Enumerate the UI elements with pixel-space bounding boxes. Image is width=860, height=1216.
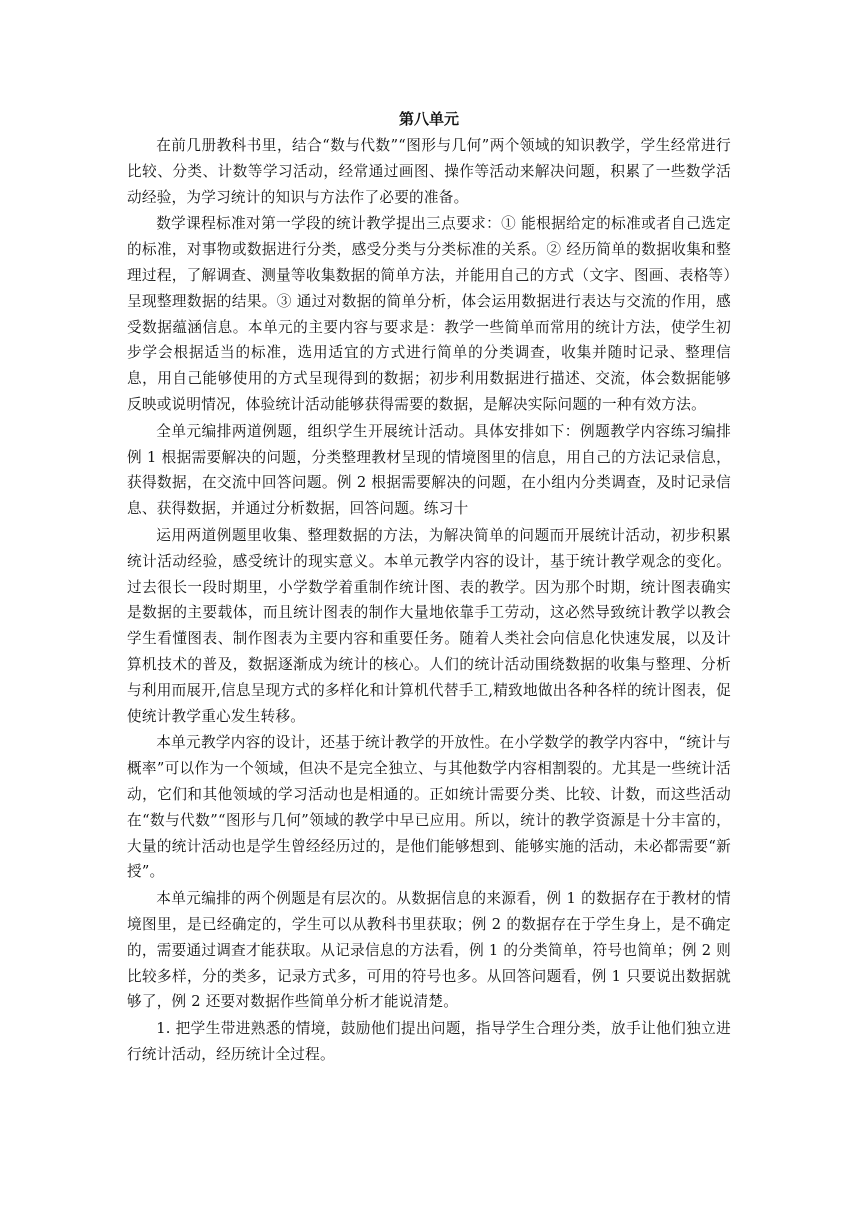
paragraph-5: 本单元教学内容的设计，还基于统计教学的开放性。在小学数学的教学内容中，“统计与概率”可以作为一个领域，但决不是完全独立、与其他数学内容相割裂的。尤其是一些统计活动，它们和其他领域的学习活动也是相通的。正如统计需要分类、比较、计数，而这些活动在“数与代数”“图形与几何”领域的教学中早已应用。所以，统计的教学资源是十分丰富的，大量的统计活动也是学生曾经经历过的，是他们能够想到、能够实施的活动，未必都需要“新授”。 [127,734,731,881]
paragraph-3: 全单元编排两道例题，组织学生开展统计活动。具体安排如下：例题教学内容练习编排例 1 根据需要解决的问题，分类整理教材呈现的情境图里的信息，用自己的方法记录信息，获得数据，在交流中回答问题。例 2 根据需要解决的问题，在小组内分类调查，及时记录信息、获得数据，并通过分析数据，回答问题。练习十 [127,422,731,518]
paragraph-2: 数学课程标准对第一学段的统计教学提出三点要求：① 能根据给定的标准或者自己选定的标准，对事物或数据进行分类，感受分类与分类标准的关系。② 经历简单的数据收集和整理过程，了解调查、测量等收集数据的简单方法，并能用自己的方式（文字、图画、表格等）呈现整理数据的结果。③ 通过对数据的简单分析，体会运用数据进行表达与交流的作用，感受数据蕴涵信息。本单元的主要内容与要求是：教学一些简单而常用的统计方法，使学生初步学会根据适当的标准，选用适宜的方式进行简单的分类调查，收集并随时记录、整理信息，用自己能够使用的方式呈现得到的数据；初步利用数据进行描述、交流，体会数据能够反映或说明情况，体验统计活动能够获得需要的数据，是解决实际问题的一种有效方法。 [127,215,731,413]
paragraph-6: 本单元编排的两个例题是有层次的。从数据信息的来源看，例 1 的数据存在于教材的情境图里，是已经确定的，学生可以从教科书里获取；例 2 的数据存在于学生身上，是不确定的，需要通过调查才能获取。从记录信息的方法看，例 1 的分类简单，符号也简单；例 2 则比较多样，分的类多，记录方式多，可用的符号也多。从回答问题看，例 1 只要说出数据就够了，例 2 还要对数据作些简单分析才能说清楚。 [127,890,731,1011]
paragraph-1: 在前几册教科书里，结合“数与代数”“图形与几何”两个领域的知识教学，学生经常进行比较、分类、计数等学习活动，经常通过画图、操作等活动来解决问题，积累了一些数学活动经验，为学习统计的知识与方法作了必要的准备。 [127,137,731,206]
document-title: 第八单元 [398,110,459,128]
paragraph-4: 运用两道例题里收集、整理数据的方法，为解决简单的问题而开展统计活动，初步积累统计活动经验，感受统计的现实意义。本单元教学内容的设计，基于统计教学观念的变化。过去很长一段时期里，小学数学着重制作统计图、表的教学。因为那个时期，统计图表确实是数据的主要载体，而且统计图表的制作大量地依靠手工劳动，这必然导致统计教学以教会学生看懂图表、制作图表为主要内容和重要任务。随着人类社会向信息化快速发展，以及计算机技术的普及，数据逐渐成为统计的核心。人们的统计活动围绕数据的收集与整理、分析与利用而展开,信息呈现方式的多样化和计算机代替手工,精致地做出各种各样的统计图表，促使统计教学重心发生转移。 [127,526,731,725]
paragraph-7: 1. 把学生带进熟悉的情境，鼓励他们提出问题，指导学生合理分类，放手让他们独立进行统计活动，经历统计全过程。 [127,1020,731,1063]
document-page [127,108,731,1069]
